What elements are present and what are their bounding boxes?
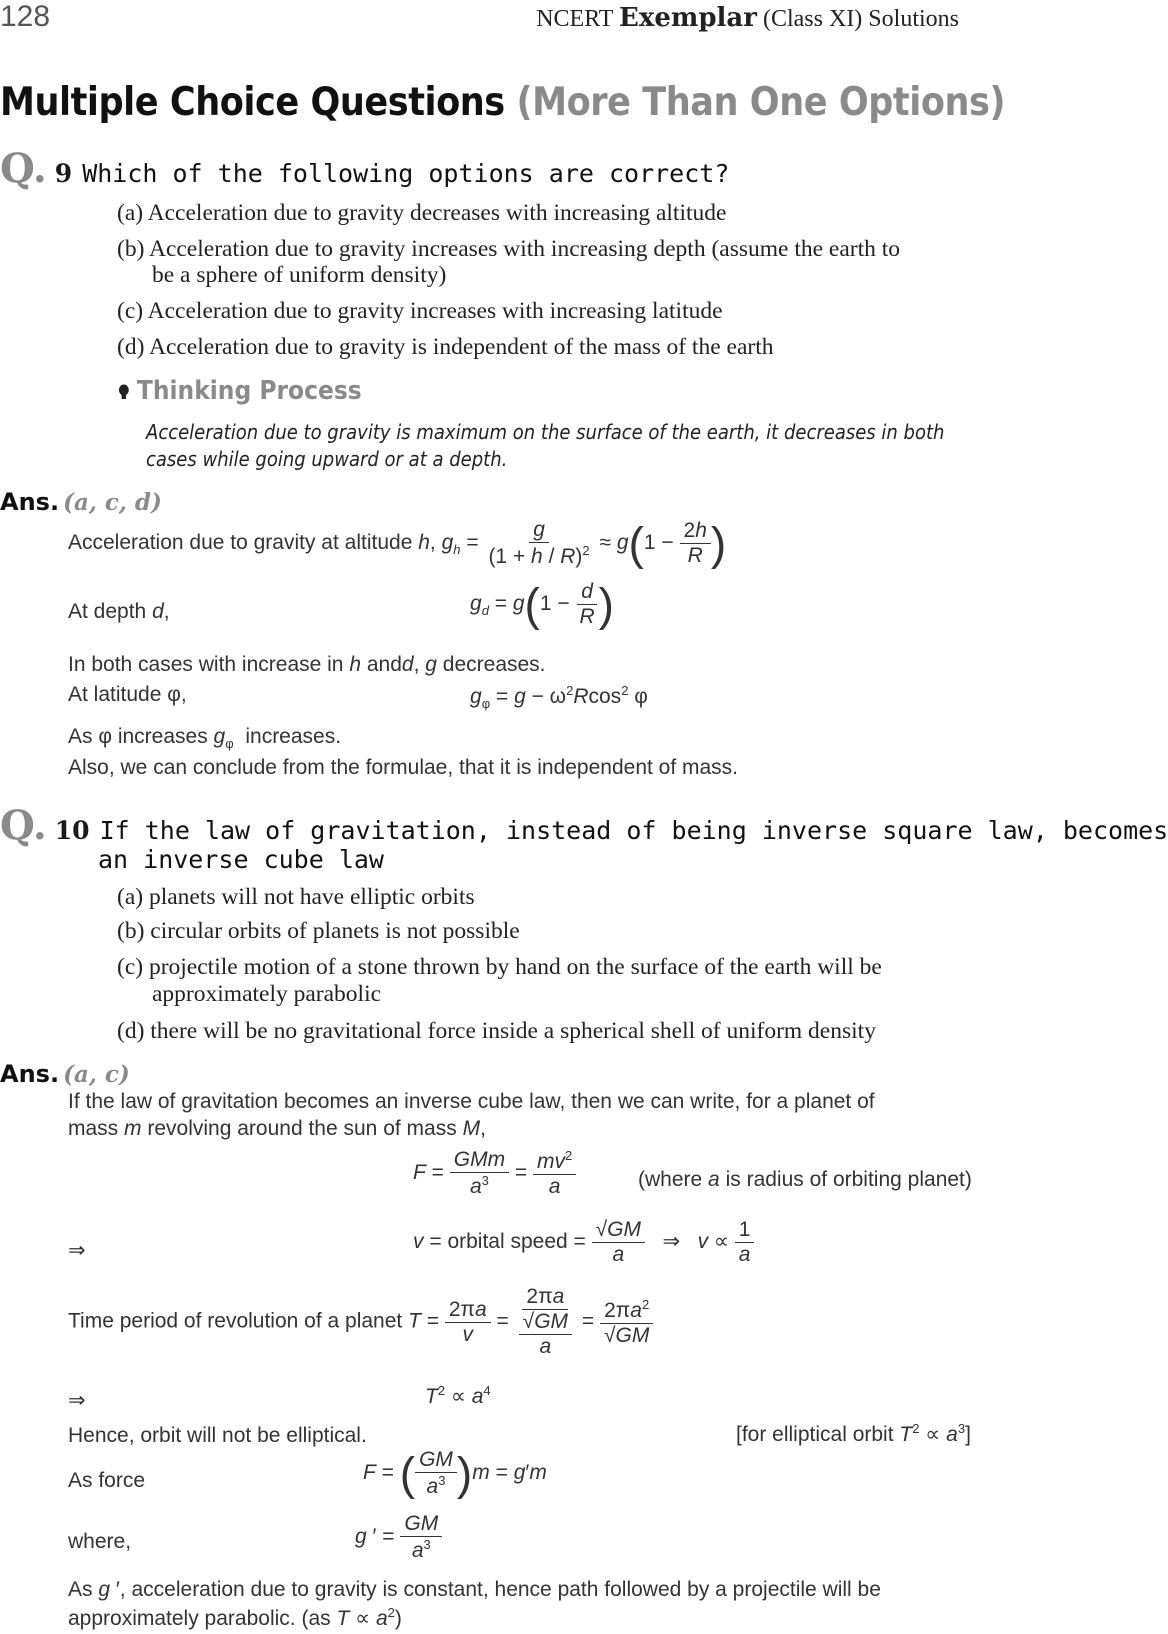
- question-9-heading: [0, 145, 729, 192]
- as-force-label: As force: [68, 1469, 146, 1492]
- q10-option-b: (b) circular orbits of planets is not possible: [117, 918, 520, 944]
- question-mark: Q.: [0, 802, 47, 849]
- q10-option-c-cont: approximately parabolic: [152, 981, 382, 1007]
- phi-increases-line: As φ increases $g_\varphi$ increases.: [68, 725, 342, 752]
- section-title-main: Multiple Choice Questions: [0, 80, 505, 125]
- section-title-sub: (More Than One Options): [516, 80, 1006, 125]
- question-10-heading: [0, 802, 1168, 849]
- book-title-bold: Exemplar: [619, 3, 757, 33]
- running-header: [536, 3, 959, 33]
- section-title: [0, 80, 1005, 125]
- g-prime-equation: g ′ = $\frac{GM}{a^3}$: [355, 1512, 442, 1563]
- orbital-speed-equation: v = orbital speed = $\frac{√GM}{a}$ ⇒ v ∝ $\frac{1}{a}$: [413, 1218, 754, 1267]
- final-line-1: As g ′, acceleration due to gravity is constant, hence path followed by a projectile will be: [68, 1578, 881, 1601]
- q10-option-d: (d) there will be no gravitational force inside a spherical shell of uniform density: [117, 1018, 876, 1044]
- q10-answer: [0, 1060, 130, 1088]
- thinking-process-label: Thinking Process: [136, 376, 362, 406]
- answer-label: Ans.: [0, 488, 60, 516]
- answer-options: (a, c): [63, 1061, 130, 1088]
- q9-answer: [0, 488, 162, 516]
- final-line-2: approximately parabolic. (as $T \propto a^2$): [68, 1605, 402, 1630]
- q9-option-b-cont: be a sphere of uniform density): [152, 262, 447, 288]
- depth-label: At depth d,: [68, 600, 170, 623]
- question-number: 10: [54, 816, 90, 845]
- question-number: 9: [54, 159, 73, 188]
- q10-option-c: (c) projectile motion of a stone thrown by hand on the surface of the earth will be: [117, 954, 882, 980]
- question-text-line-2: an inverse cube law: [98, 845, 384, 874]
- where-label: where,: [68, 1530, 132, 1553]
- thinking-process-title: [118, 376, 362, 406]
- intro-line-2: mass m revolving around the sun of mass M,: [68, 1117, 486, 1140]
- altitude-label: Acceleration due to gravity at altitude: [68, 531, 413, 555]
- as-force-equation: F = ( $\frac{GM}{a^3}$ )m = g′m: [363, 1447, 547, 1500]
- force-equation: F = $\frac{\text{GMm}}{a^3}$ = $\frac{mv^2}{a}$: [413, 1148, 576, 1199]
- both-cases-line: In both cases with increase in h andd, g decreases.: [68, 653, 546, 676]
- answer-label: Ans.: [0, 1060, 60, 1088]
- book-prefix: NCERT: [536, 6, 613, 32]
- question-text-line-1: If the law of gravitation, instead of being inverse square law, becomes: [99, 816, 1168, 845]
- depth-equation: $g_d = g(1$ − $\frac{d}{R}$ ): [470, 578, 614, 631]
- lightbulb-icon: [118, 384, 130, 400]
- book-suffix: (Class XI) Solutions: [762, 6, 959, 32]
- implies-arrow-2: ⇒: [68, 1389, 86, 1412]
- question-text: Which of the following options are correct?: [82, 159, 730, 188]
- t-squared-relation: $T^2 \propto a^4$: [425, 1383, 491, 1408]
- elliptical-orbit-note: [for elliptical orbit $T^2 \propto a^3$]: [736, 1421, 971, 1446]
- intro-line-1: If the law of gravitation becomes an inverse cube law, then we can write, for a planet of: [68, 1090, 875, 1113]
- q9-option-c: (c) Acceleration due to gravity increases with increasing latitude: [117, 298, 723, 324]
- q10-option-a: (a) planets will not have elliptic orbits: [117, 884, 475, 910]
- hence-line: Hence, orbit will not be elliptical.: [68, 1424, 367, 1447]
- where-radius-note: (where a is radius of orbiting planet): [638, 1168, 972, 1191]
- question-mark: Q.: [0, 145, 47, 192]
- q9-option-d: (d) Acceleration due to gravity is independent of the mass of the earth: [117, 334, 774, 360]
- latitude-equation: $g_\varphi = g - \omega^2Rcos^2$ φ: [470, 683, 648, 712]
- page-number: 128: [0, 0, 51, 33]
- latitude-label: At latitude φ,: [68, 683, 187, 706]
- implies-arrow-1: ⇒: [68, 1239, 86, 1262]
- conclusion-line: Also, we can conclude from the formulae, that it is independent of mass.: [68, 756, 739, 779]
- q9-option-b: (b) Acceleration due to gravity increases with increasing depth (assume the earth to: [117, 236, 901, 262]
- answer-options: (a, c, d): [63, 489, 162, 516]
- thinking-process-line-2: cases while going upward or at a depth.: [146, 447, 508, 471]
- thinking-process-line-1: Acceleration due to gravity is maximum on the surface of the earth, it decreases in both: [146, 420, 945, 444]
- time-period-equation: Time period of revolution of a planet T = $\frac{2\pi a}{v}$ = $\frac{2\pi a}{\frac{√GM}{a}}$ = $\frac{2\pi a^2}{√GM}$: [68, 1285, 653, 1359]
- altitude-equation: Acceleration due to gravity at altitude h, $g_h$ = $\frac{g}{(1 + h / R)^2}$ ≈ g(1 − $\frac{2h}{R}$ ): [68, 517, 727, 570]
- q9-option-a: (a) Acceleration due to gravity decreases with increasing altitude: [117, 200, 727, 226]
